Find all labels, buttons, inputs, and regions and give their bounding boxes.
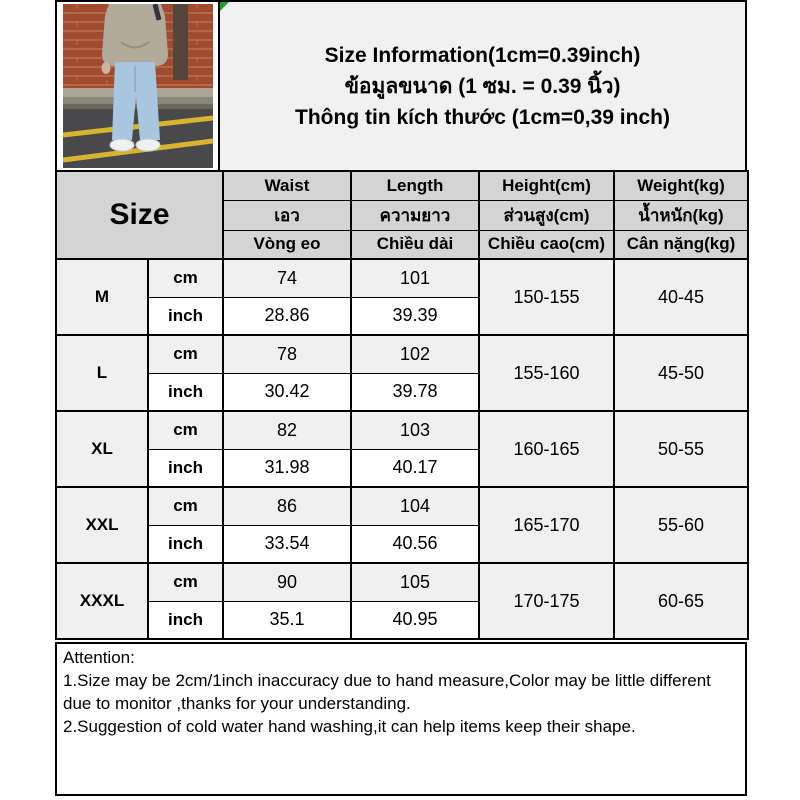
- unit-cm-cell: cm: [148, 487, 223, 525]
- attention-line-1: 1.Size may be 2cm/1inch inaccuracy due to hand measure,Color may be little different due to monitor ,thanks for your understanding.: [63, 671, 711, 713]
- length-header-en: Length: [351, 171, 479, 200]
- model-photo: [63, 4, 213, 168]
- length-header-vi: Chiều dài: [351, 230, 479, 259]
- length-inch-cell: 39.78: [351, 373, 479, 411]
- length-inch-cell: 40.95: [351, 601, 479, 639]
- size-row-cm: [56, 487, 748, 525]
- header-section: [55, 0, 747, 170]
- height-range-cell: 165-170: [479, 487, 614, 563]
- waist-cm-cell: 90: [223, 563, 351, 601]
- length-inch-cell: 39.39: [351, 297, 479, 335]
- size-label-cell: XXXL: [56, 563, 148, 639]
- weight-range-cell: 55-60: [614, 487, 748, 563]
- size-label-cell: L: [56, 335, 148, 411]
- waist-cm-cell: 82: [223, 411, 351, 449]
- weight-header-th: น้ำหนัก(kg): [614, 200, 748, 230]
- length-cm-cell: 103: [351, 411, 479, 449]
- height-range-cell: 150-155: [479, 259, 614, 335]
- title-line-en: Size Information(1cm=0.39inch): [324, 43, 641, 67]
- length-cm-cell: 104: [351, 487, 479, 525]
- waist-inch-cell: 31.98: [223, 449, 351, 487]
- waist-header-vi: Vòng eo: [223, 230, 351, 259]
- weight-header-vi: Cân nặng(kg): [614, 230, 748, 259]
- unit-inch-cell: inch: [148, 525, 223, 563]
- size-row-cm: [56, 563, 748, 601]
- weight-range-cell: 40-45: [614, 259, 748, 335]
- height-header-vi: Chiều cao(cm): [479, 230, 614, 259]
- tree-trunk: [173, 4, 188, 80]
- unit-inch-cell: inch: [148, 297, 223, 335]
- size-table-body: [56, 259, 748, 639]
- attention-line-2: 2.Suggestion of cold water hand washing,it can help items keep their shape.: [63, 717, 636, 736]
- title-line-vi: Thông tin kích thước (1cm=0,39 inch): [295, 105, 670, 129]
- weight-range-cell: 45-50: [614, 335, 748, 411]
- unit-inch-cell: inch: [148, 601, 223, 639]
- waist-cm-cell: 86: [223, 487, 351, 525]
- size-row-cm: [56, 259, 748, 297]
- height-range-cell: 170-175: [479, 563, 614, 639]
- waist-header-en: Waist: [223, 171, 351, 200]
- waist-cm-cell: 74: [223, 259, 351, 297]
- title-block: [220, 2, 745, 170]
- size-label-cell: XL: [56, 411, 148, 487]
- waist-header-th: เอว: [223, 200, 351, 230]
- size-corner-header: Size: [56, 171, 223, 259]
- height-header-en: Height(cm): [479, 171, 614, 200]
- size-label-cell: XXL: [56, 487, 148, 563]
- length-cm-cell: 101: [351, 259, 479, 297]
- height-header-th: ส่วนสูง(cm): [479, 200, 614, 230]
- attention-heading: Attention:: [63, 648, 135, 667]
- unit-cm-cell: cm: [148, 411, 223, 449]
- unit-inch-cell: inch: [148, 449, 223, 487]
- size-table-header: [56, 171, 748, 259]
- size-label-cell: M: [56, 259, 148, 335]
- length-header-th: ความยาว: [351, 200, 479, 230]
- length-cm-cell: 105: [351, 563, 479, 601]
- weight-range-cell: 60-65: [614, 563, 748, 639]
- waist-inch-cell: 33.54: [223, 525, 351, 563]
- weight-header-en: Weight(kg): [614, 171, 748, 200]
- unit-cm-cell: cm: [148, 563, 223, 601]
- unit-cm-cell: cm: [148, 259, 223, 297]
- waist-cm-cell: 78: [223, 335, 351, 373]
- title-line-th: ข้อมูลขนาด (1 ซม. = 0.39 นิ้ว): [344, 74, 621, 98]
- size-row-cm: [56, 335, 748, 373]
- size-table: [55, 170, 749, 640]
- green-corner-marker-icon: [220, 2, 229, 11]
- size-row-cm: [56, 411, 748, 449]
- waist-inch-cell: 35.1: [223, 601, 351, 639]
- length-inch-cell: 40.56: [351, 525, 479, 563]
- weight-range-cell: 50-55: [614, 411, 748, 487]
- height-range-cell: 155-160: [479, 335, 614, 411]
- product-photo-cell: [57, 2, 220, 170]
- attention-note: [55, 642, 747, 796]
- height-range-cell: 160-165: [479, 411, 614, 487]
- length-inch-cell: 40.17: [351, 449, 479, 487]
- unit-cm-cell: cm: [148, 335, 223, 373]
- unit-inch-cell: inch: [148, 373, 223, 411]
- length-cm-cell: 102: [351, 335, 479, 373]
- waist-inch-cell: 30.42: [223, 373, 351, 411]
- waist-inch-cell: 28.86: [223, 297, 351, 335]
